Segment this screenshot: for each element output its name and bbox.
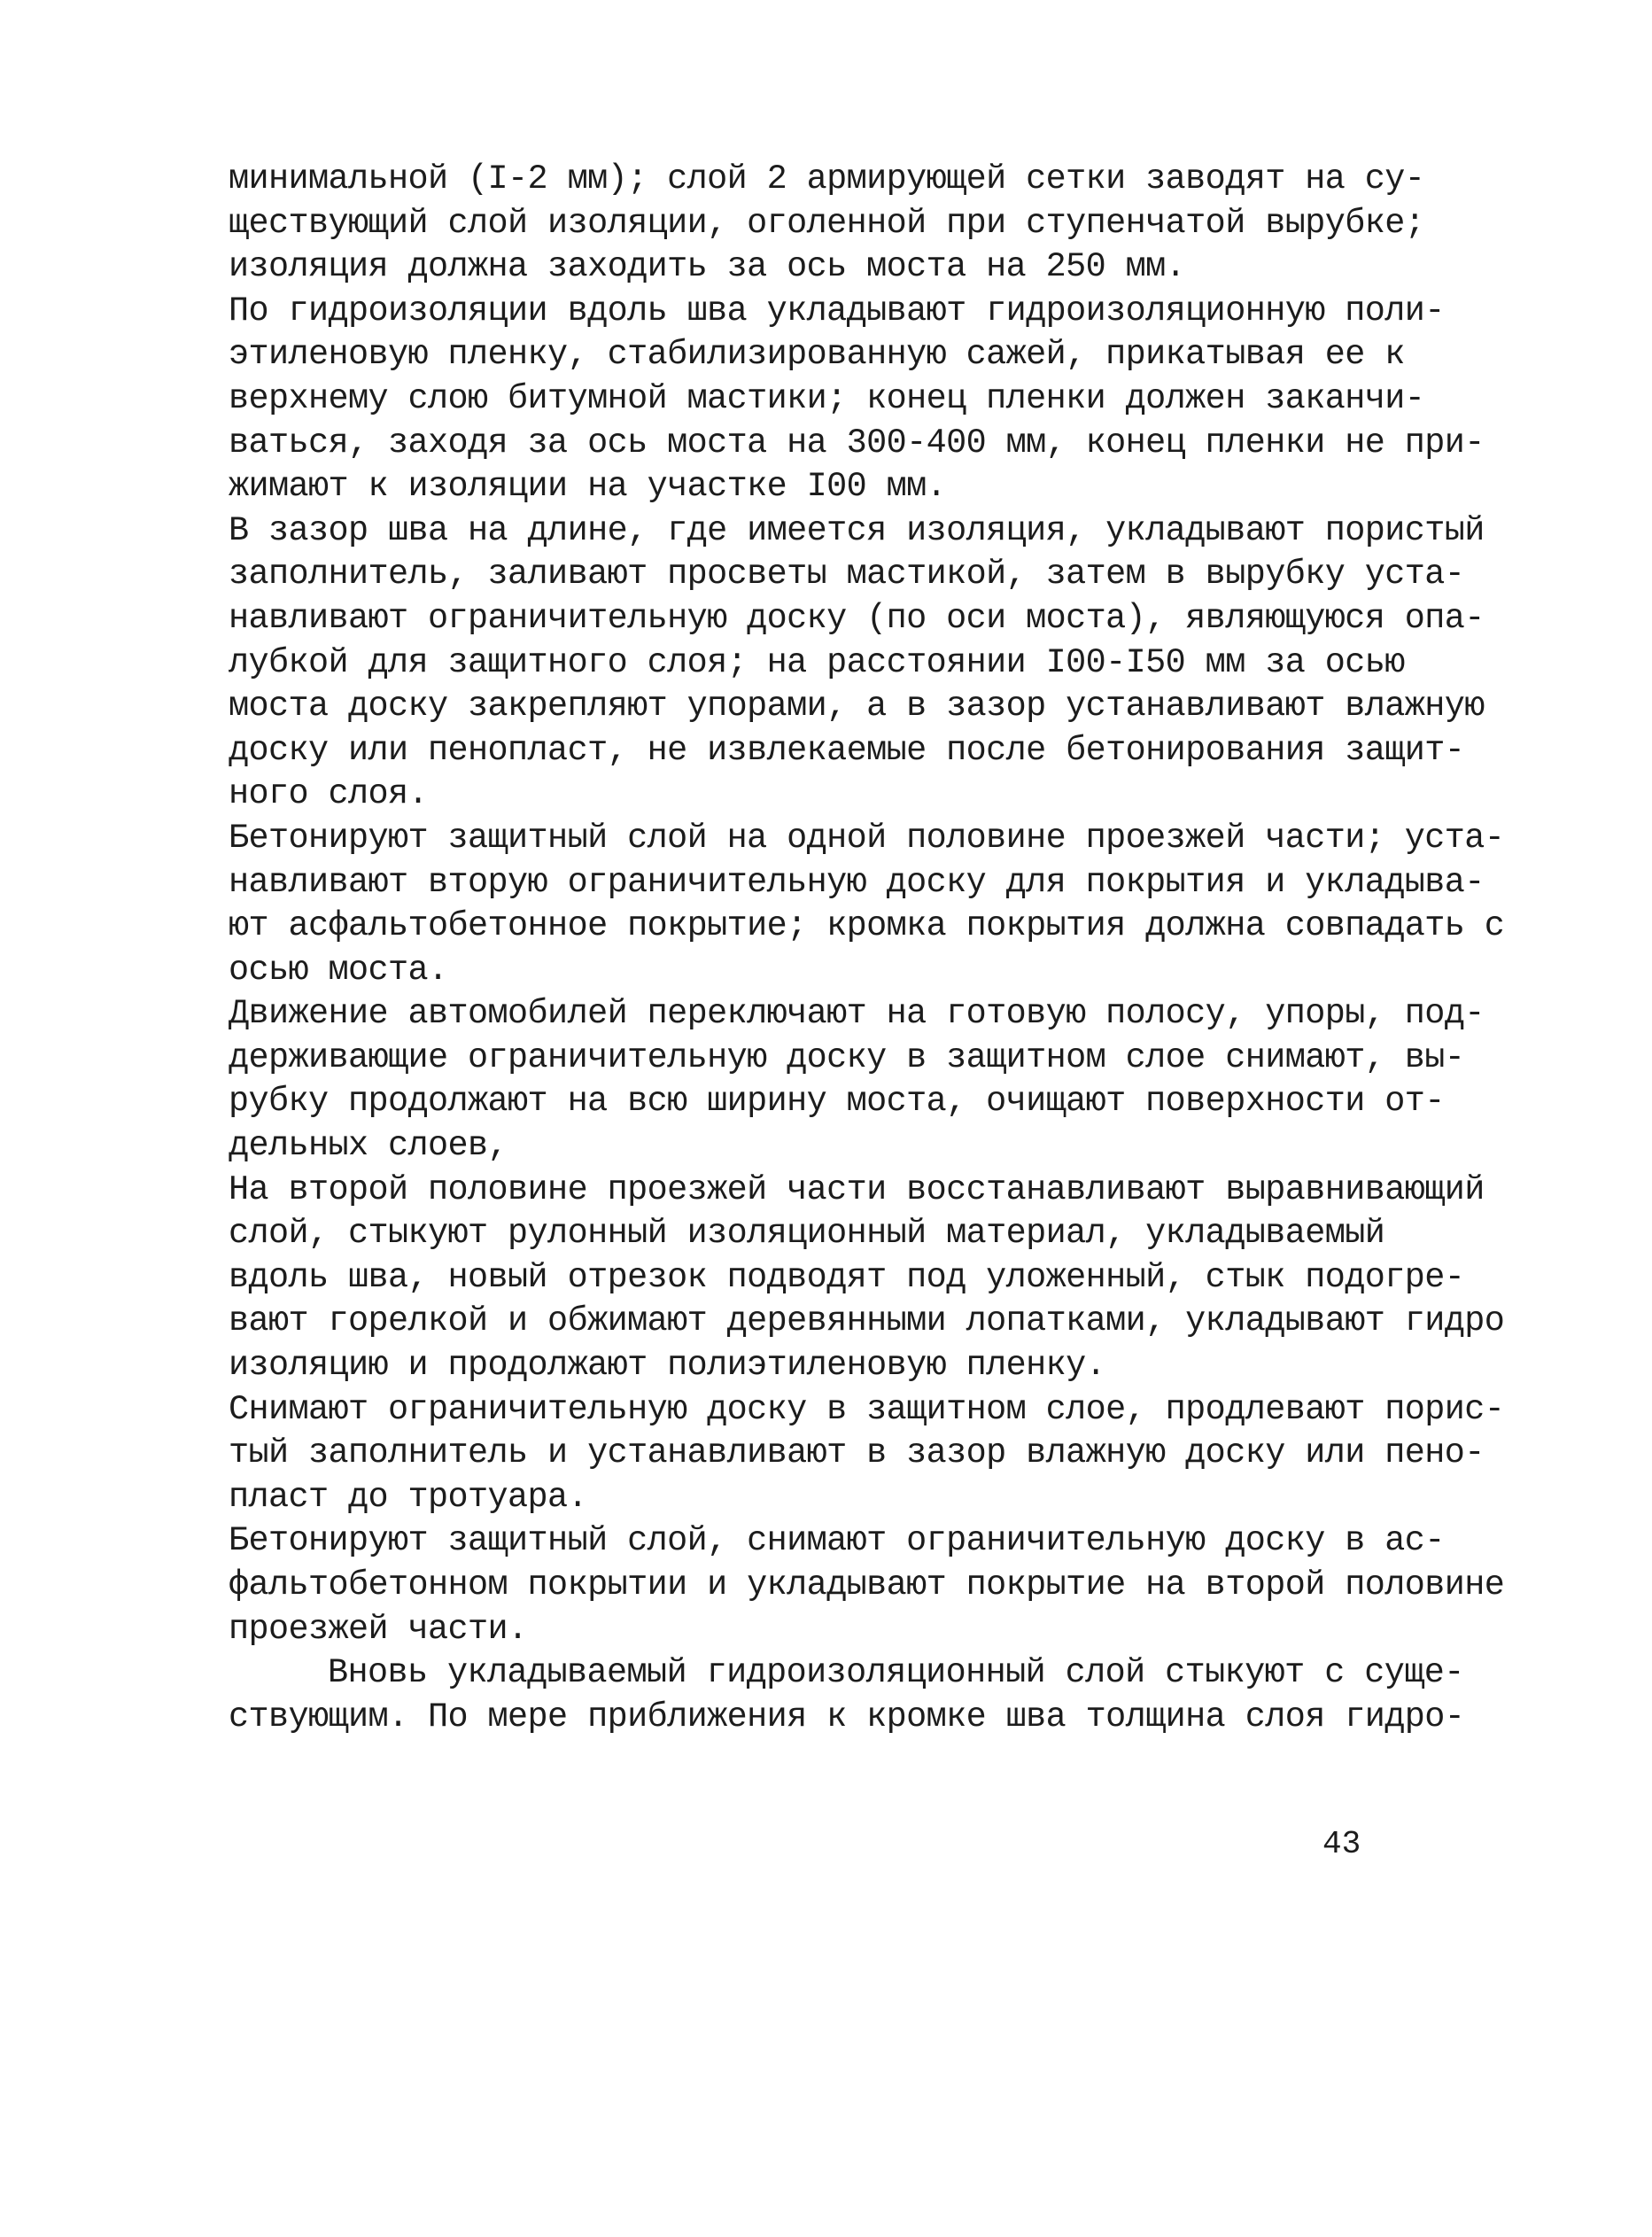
- text-line: осью моста.: [229, 950, 448, 990]
- text-line: изоляция должна заходить за ось моста на 250 мм.: [229, 247, 1186, 287]
- text-line: этиленовую пленку, стабилизированную сажей, прикатывая ее к: [229, 335, 1405, 375]
- text-line: На второй половине проезжей части восстанавливают выравнивающий: [229, 1169, 1485, 1209]
- text-line: вают горелкой и обжимают деревянными лопатками, укладывают гидро: [229, 1301, 1505, 1341]
- text-line: ют асфальтобетонное покрытие; кромка покрытия должна совпадать с: [229, 906, 1505, 946]
- text-line: Вновь укладываемый гидроизоляционный слой стыкуют с суще-: [328, 1653, 1464, 1693]
- text-line: изоляцию и продолжают полиэтиленовую пленку.: [229, 1346, 1106, 1386]
- text-line: По гидроизоляции вдоль шва укладывают гидроизоляционную поли-: [229, 291, 1445, 330]
- paragraph-9: [229, 1651, 1465, 1739]
- text-line: слой, стыкуют рулонный изоляционный материал, укладываемый: [229, 1214, 1385, 1254]
- text-line: моста доску закрепляют упорами, а в зазор устанавливают влажную: [229, 687, 1485, 726]
- text-line: держивающие ограничительную доску в защитном слое снимают, вы-: [229, 1037, 1465, 1077]
- text-line: дельных слоев,: [229, 1126, 508, 1166]
- text-line: ствующим. По мере приближения к кромке шва толщина слоя гидро-: [229, 1697, 1465, 1736]
- text-line: рубку продолжают на всю ширину моста, очищают поверхности от-: [229, 1082, 1445, 1122]
- document-page: [229, 158, 1505, 1739]
- paragraph-1: [229, 158, 1425, 290]
- text-line: Бетонируют защитный слой, снимают ограничительную доску в ас-: [229, 1521, 1445, 1561]
- text-line: жимают к изоляции на участке I00 мм.: [229, 467, 947, 507]
- text-line: ваться, заходя за ось моста на 300-400 мм, конец пленки не при-: [229, 423, 1485, 462]
- text-line: минимальной (I-2 мм); слой 2 армирующей сетки заводят на су-: [229, 159, 1425, 198]
- text-line: В зазор шва на длине, где имеется изоляция, укладывают пористый: [229, 510, 1485, 550]
- text-line: фальтобетонном покрытии и укладывают покрытие на второй половине: [229, 1565, 1505, 1604]
- text-line: лубкой для защитного слоя; на расстоянии I00-I50 мм за осью: [229, 642, 1405, 682]
- paragraph-3: [229, 509, 1485, 817]
- text-line: Снимают ограничительную доску в защитном слое, продлевают порис-: [229, 1389, 1505, 1429]
- paragraph-5: [229, 992, 1485, 1168]
- paragraph-7: [229, 1388, 1505, 1520]
- text-line: пласт до тротуара.: [229, 1477, 588, 1517]
- paragraph-4: [229, 817, 1505, 992]
- paragraph-8: [229, 1519, 1505, 1651]
- text-line: Движение автомобилей переключают на готовую полосу, упоры, под-: [229, 994, 1485, 1034]
- page-number: 43: [1322, 1826, 1361, 1862]
- text-line: проезжей части.: [229, 1609, 528, 1649]
- text-line: доску или пенопласт, не извлекаемые после бетонирования защит-: [229, 730, 1465, 770]
- text-line: вдоль шва, новый отрезок подводят под уложенный, стык подогре-: [229, 1257, 1465, 1297]
- text-line: тый заполнитель и устанавливают в зазор влажную доску или пено-: [229, 1433, 1485, 1473]
- text-line: заполнитель, заливают просветы мастикой, затем в вырубку уста-: [229, 555, 1465, 594]
- text-line: навливают ограничительную доску (по оси моста), являющуюся опа-: [229, 598, 1485, 638]
- paragraph-6: [229, 1169, 1505, 1388]
- text-line: навливают вторую ограничительную доску для покрытия и укладыва-: [229, 862, 1485, 902]
- text-line: Бетонируют защитный слой на одной половине проезжей части; уста-: [229, 818, 1505, 858]
- text-line: ного слоя.: [229, 774, 429, 814]
- paragraph-2: [229, 290, 1485, 509]
- text-line: ществующий слой изоляции, оголенной при ступенчатой вырубке;: [229, 203, 1425, 243]
- text-line: верхнему слою битумной мастики; конец пленки должен заканчи-: [229, 378, 1425, 418]
